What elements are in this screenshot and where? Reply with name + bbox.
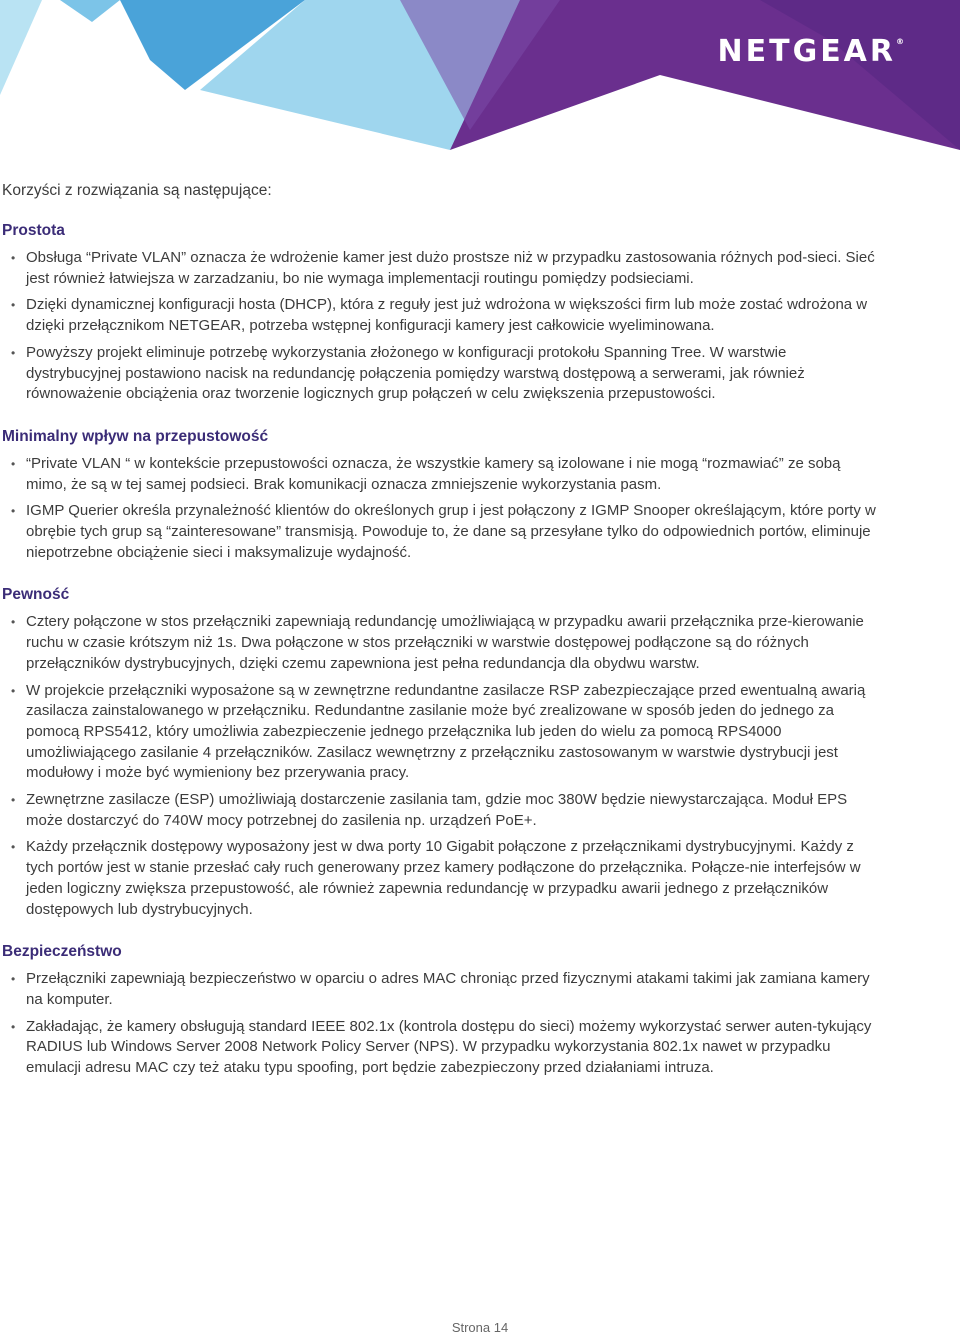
bullet-icon: •	[11, 298, 16, 313]
list-item: • Przełączniki zapewniają bezpieczeństwo w oparciu o adres MAC chroniąc przed fizycznymi atakami takimi jak zamiana kamery na komputer.	[11, 970, 870, 1008]
list-item: • Dzięki dynamicznej konfiguracji hosta (DHCP), która z reguły jest już wdrożona w większości firm lub może zostać wdrożona w dzięki przełącznikom NETGEAR, potrzeba wstępnej konfiguracji kamery jest całkowicie wyeliminowana.	[11, 296, 868, 335]
bullet-list	[0, 612, 880, 920]
list-item: • Obsługa “Private VLAN” oznacza że wdrożenie kamer jest dużo prostsze niż w przypadku zastosowania różnych pod-sieci. Sieć jest również łatwiejsza w zarzadzaniu, bo nie wymaga implementacji routingu pomiędzy podsieciami.	[11, 249, 875, 287]
list-item: • “Private VLAN “ w kontekście przepustowości oznacza, że wszystkie kamery są izolowane i nie mogą “rozmawiać” ze sobą mimo, że są w tej samej podsieci. Brak komunikacji oznacza zmniejszenie wykorzystania pasm.	[11, 454, 841, 493]
bullet-icon: •	[11, 251, 16, 265]
section-bezpieczenstwo	[0, 943, 880, 1079]
section-heading: Minimalny wpływ na przepustowość	[2, 427, 269, 445]
document-body	[0, 182, 880, 1102]
bullet-icon: •	[11, 683, 16, 698]
registered-mark: ®	[896, 37, 904, 46]
list-item: • Zewnętrzne zasilacze (ESP) umożliwiają dostarczenie zasilania tam, gdzie moc 380W będzie niewystarczająca. Moduł EPS może dostarczyć do 740W mocy potrzebnej do zasilenia np. urządzeń PoE+.	[11, 791, 848, 829]
list-item: • W projekcie przełączniki wyposażone są w zewnętrzne redundantne zasilacze RSP zabezpieczające przed ewentualną awarią zasilacza zainstalowanego w przełączniku. Redundantne zasilanie może być zrealizowane w sposób jeden do jednego za pomocą RPS5412, który umożliwia zabezpieczenie jednego przełącznika lub jeden do wielu za pomocą RPS4000 umożliwiającego zasilanie 4 przełączników. Zasilacz wewnętrzny z przełączniku zastosowanym w warstwie dystrybucji jest modułowy i może być wymieniony bez przerywania pracy.	[11, 681, 866, 782]
bullet-list	[0, 248, 880, 405]
banner-graphic	[0, 0, 960, 155]
bullet-icon: •	[11, 456, 16, 471]
bullet-list	[0, 969, 880, 1079]
logo-text: NETGEAR	[717, 34, 896, 69]
bullet-icon: •	[11, 1019, 16, 1034]
list-item: • Powyższy projekt eliminuje potrzebę wykorzystania złożonego w konfiguracji protokołu Spanning Tree. W warstwie dystrybucyjnej postawiono nacisk na redundancję połączenia pomiędzy warstwą dostępową a serwerami, jak również równoważenie obciążenia oraz tworzenie logicznych grup połączeń w celu zwiększenia przepustowości.	[11, 343, 805, 403]
list-item: • IGMP Querier określa przynależność klientów do określonych grup i jest połączony z IGMP Snooper określającym, które porty w obrębie tych grup są “zainteresowane” transmisją. Powoduje to, że dane są przesyłane tylko do odpowiednich portów, eliminuje niepotrzebne obciążenie sieci i maksymalizuje wydajność.	[11, 502, 876, 561]
list-item: • Zakładając, że kamery obsługują standard IEEE 802.1x (kontrola dostępu do sieci) możemy wykorzystać serwer auten-tykujący RADIUS lub Windows Server 2008 Network Policy Server (NPS). W przypadku wykorzystania 802.1x nawet w przypadku emulacji adresu MAC czy też ataku typu spoofing, port będzie zabezpieczony przed działaniami intruza.	[11, 1017, 872, 1077]
netgear-logo	[718, 34, 905, 69]
section-prostota	[0, 222, 880, 405]
section-minimalny-wplyw	[0, 428, 880, 564]
bullet-list	[0, 454, 880, 564]
intro-text: Korzyści z rozwiązania są następujące:	[2, 182, 272, 199]
bullet-icon: •	[11, 615, 16, 630]
section-heading: Pewność	[2, 586, 70, 604]
list-item: • Każdy przełącznik dostępowy wyposażony jest w dwa porty 10 Gigabit połączone z przełącznikami dystrybucyjnymi. Każdy z tych portów jest w stanie przesłać cały ruch generowany przez kamery podłączone do przełącznika. Połącze-nie interfejsów w jeden logiczny zwiększa przepustowość, ale również zapewnia redundancję w przypadku awarii jednego z przełączników dostępowych lub dystrybucyjnych.	[11, 838, 861, 918]
header-banner	[0, 0, 960, 155]
section-pewnosc	[0, 586, 880, 920]
page-number: Strona 14	[451, 1320, 509, 1335]
list-item: • Cztery połączone w stos przełączniki zapewniają redundancję umożliwiającą w przypadku awarii przełącznika prze-kierowanie ruchu w czasie krótszym niż 1s. Dwa połączone w stos przełączniki w warstwie dostępowej podłączone są do różnych przełączników dystrybucyjnych, dzięki czemu zapewniona jest pełna redundancja dla obydwu warstw.	[11, 613, 864, 672]
bullet-icon: •	[11, 345, 16, 360]
bullet-icon: •	[11, 972, 16, 987]
section-heading: Prostota	[2, 222, 65, 239]
section-heading: Bezpieczeństwo	[2, 943, 122, 961]
bullet-icon: •	[11, 504, 16, 519]
bullet-icon: •	[11, 840, 16, 855]
bullet-icon: •	[11, 793, 16, 808]
